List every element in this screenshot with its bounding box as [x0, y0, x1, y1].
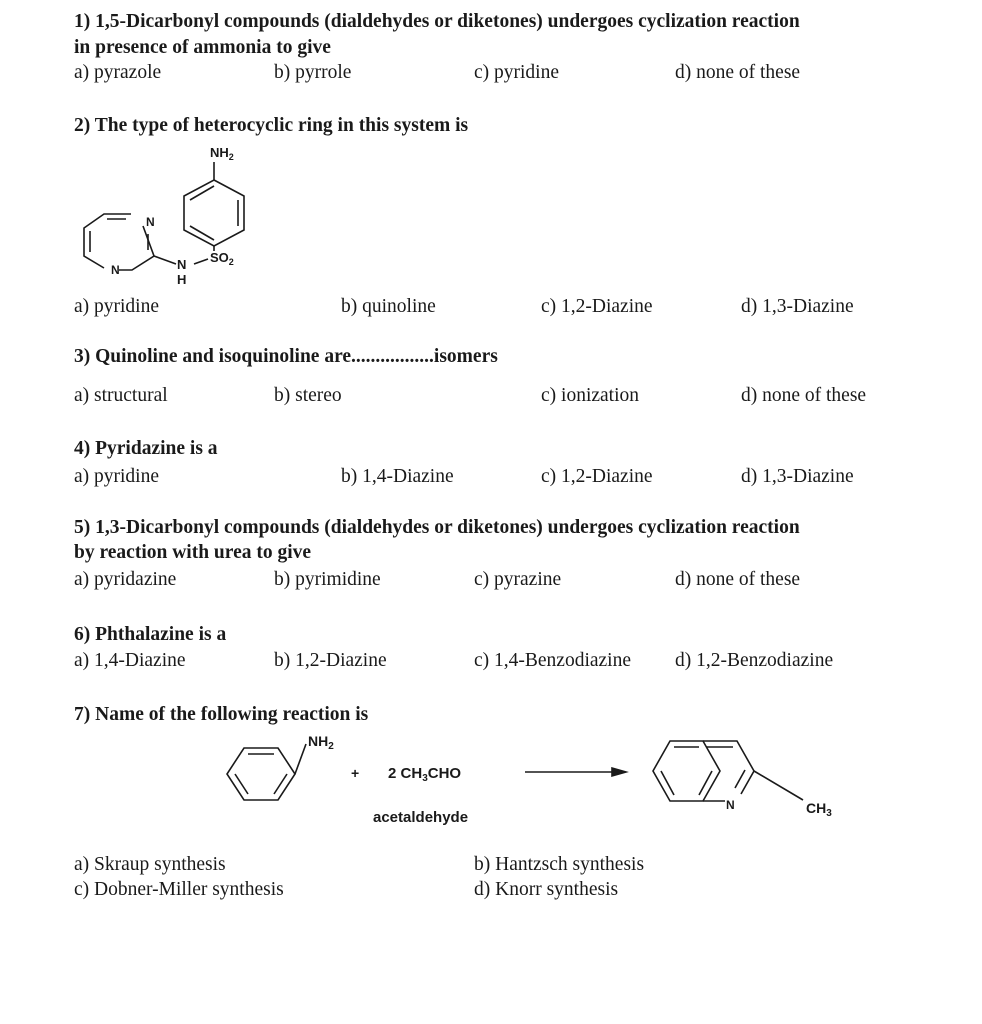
pyrimidine-n-bottom: N: [111, 263, 120, 277]
quinoline-benzo-ring: [653, 741, 720, 801]
so2-label: $SO_2$: [210, 250, 234, 267]
quinoline-inner-bond: [699, 771, 712, 795]
q1-option-d[interactable]: d) none of these: [675, 62, 801, 83]
q6-option-b[interactable]: b) 1,2-Diazine: [274, 650, 387, 671]
pyrimidine-n-top: N: [146, 215, 155, 229]
methyl-label: $CH_3$: [806, 800, 832, 819]
q3-option-c[interactable]: c) ionization: [541, 385, 640, 406]
q2-sulfadiazine-structure: [74, 138, 274, 290]
q1-text-line1: 1) 1,5-Dicarbonyl compounds (dialdehydes or diketones) undergoes cyclization reaction: [74, 11, 800, 32]
q5-option-d[interactable]: d) none of these: [675, 569, 801, 590]
q1-option-c[interactable]: c) pyridine: [474, 62, 560, 83]
benzene-ring: [184, 180, 244, 246]
quinoline-inner-bond: [735, 770, 745, 788]
plus-sign: +: [351, 765, 360, 781]
reagent-name: acetaldehyde: [373, 809, 469, 826]
q1-option-b[interactable]: b) pyrrole: [274, 62, 352, 83]
methyl-bond: [754, 771, 803, 800]
aniline-nh2-label: $NH_2$: [308, 733, 334, 752]
q3-option-d[interactable]: d) none of these: [741, 385, 867, 406]
q3-option-b[interactable]: b) stereo: [274, 385, 342, 406]
q2-option-a[interactable]: a) pyridine: [74, 296, 160, 317]
q3-option-a[interactable]: a) structural: [74, 385, 168, 406]
nh-n-label: N: [177, 257, 187, 272]
q1-text-line2: in presence of ammonia to give: [74, 37, 331, 58]
nh2-label: $NH_2$: [210, 145, 234, 162]
q4-option-a[interactable]: a) pyridine: [74, 466, 160, 487]
q2-option-b[interactable]: b) quinoline: [341, 296, 436, 317]
q6-option-c[interactable]: c) 1,4-Benzodiazine: [474, 650, 632, 671]
q6-text: 6) Phthalazine is a: [74, 624, 227, 645]
aniline-inner-bond: [235, 774, 248, 794]
q5-option-c[interactable]: c) pyrazine: [474, 569, 562, 590]
q7-option-a[interactable]: a) Skraup synthesis: [74, 854, 226, 875]
q7-reaction-scheme: [200, 726, 880, 836]
q2-option-d[interactable]: d) 1,3-Diazine: [741, 296, 854, 317]
quinoline-n-label: N: [726, 798, 735, 812]
quinoline-inner-bond: [661, 771, 674, 795]
q6-option-d[interactable]: d) 1,2-Benzodiazine: [675, 650, 834, 671]
aniline-nh2-bond: [295, 744, 306, 774]
benzene-inner-bond: [190, 226, 214, 240]
q2-text: 2) The type of heterocyclic ring in this system is: [74, 115, 469, 136]
aniline-ring: [227, 748, 295, 800]
q4-option-d[interactable]: d) 1,3-Diazine: [741, 466, 854, 487]
q7-text: 7) Name of the following reaction is: [74, 704, 369, 725]
q6-option-a[interactable]: a) 1,4-Diazine: [74, 650, 186, 671]
nc-bond: [154, 256, 176, 264]
reagent-formula: 2 $CH_3CHO$: [388, 765, 462, 784]
q4-option-c[interactable]: c) 1,2-Diazine: [541, 466, 653, 487]
q1-option-a[interactable]: a) pyrazole: [74, 62, 162, 83]
nh-h-label: H: [177, 272, 187, 287]
q3-text: 3) Quinoline and isoquinoline are.................isomers: [74, 346, 498, 367]
q7-option-b[interactable]: b) Hantzsch synthesis: [474, 854, 645, 875]
benzene-inner-bond: [190, 186, 214, 200]
q7-option-d[interactable]: d) Knorr synthesis: [474, 879, 619, 900]
q4-text: 4) Pyridazine is a: [74, 438, 218, 459]
q5-text-line2: by reaction with urea to give: [74, 542, 312, 563]
pyrimidine-ring-part: [84, 214, 131, 268]
q7-option-c[interactable]: c) Dobner-Miller synthesis: [74, 879, 284, 900]
q2-option-c[interactable]: c) 1,2-Diazine: [541, 296, 653, 317]
q5-option-b[interactable]: b) pyrimidine: [274, 569, 381, 590]
sn-bond: [194, 259, 208, 264]
q5-option-a[interactable]: a) pyridazine: [74, 569, 177, 590]
q4-option-b[interactable]: b) 1,4-Diazine: [341, 466, 454, 487]
aniline-inner-bond: [274, 774, 287, 794]
reaction-arrow-head: [612, 768, 626, 776]
q5-text-line1: 5) 1,3-Dicarbonyl compounds (dialdehydes or diketones) undergoes cyclization reaction: [74, 517, 800, 538]
